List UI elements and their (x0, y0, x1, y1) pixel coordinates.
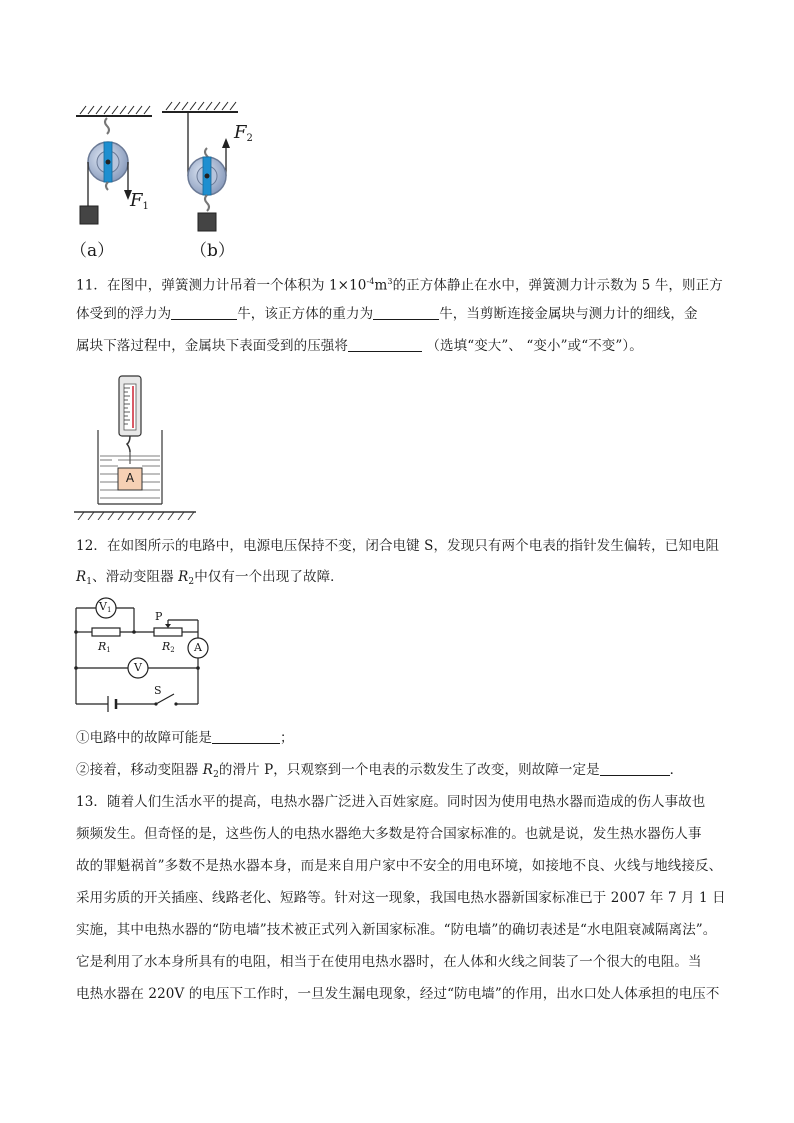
q12-sub2: ②接着，移动变阻器 $R_2$的滑片 P，只观察到一个电表的示数发生了改变，则故障一定是 ． (76, 762, 684, 780)
circuit-label-v: V (134, 661, 142, 674)
force-label-f2: $F_2$ (234, 122, 253, 144)
circuit-label-r1: R1 (98, 640, 111, 654)
circuit-label-p: P (155, 610, 163, 623)
q13-line-4: 采用劣质的开关插座、线路老化、短路等。针对这一现象，我国电热水器新国家标准已于 2007 年 7 月 1 日 (76, 890, 726, 906)
force-label-f1: $F_1$ (130, 190, 149, 212)
block-a-label: A (125, 471, 135, 485)
q12-line2: $R_1$、滑动变阻器 $R_2$中仅有一个出现了故障． (76, 569, 344, 587)
q13-line-1: 13．随着人们生活水平的提高，电热水器广泛进入百姓家庭。同时因为使用电热水器而造成的伤人事故也 (76, 794, 706, 810)
movable-pulley-b (188, 112, 230, 231)
q13-line-6: 它是利用了水本身所具有的电阻，相当于在使用电热水器时，在人体和火线之间装了一个很大的电阻。当 (76, 954, 702, 970)
circuit-label-a: A (194, 641, 202, 654)
q13-line-5: 实施，其中电热水器的“防电墙”技术被正式列入新国家标准。“防电墙”的确切表述是“水电阻衰减隔离法”。 (76, 922, 717, 938)
q13-line-3: 故的罪魁祸首”多数不是热水器本身，而是来自用户家中不安全的用电环境，如接地不良、火线与地线接反、 (76, 858, 723, 874)
caption-b: （b） (190, 241, 235, 261)
q12-blank-certain-fault[interactable] (600, 761, 670, 776)
circuit-label-r2: R2 (162, 640, 175, 654)
circuit-label-s: S (154, 684, 162, 697)
q11-blank-pressure[interactable] (348, 337, 422, 352)
q12-blank-fault[interactable] (212, 729, 280, 744)
circuit-diagram (70, 596, 220, 722)
q13-line-7: 电热水器在 220V 的电压下工作时，一旦发生漏电现象，经过“防电墙”的作用，出水口处人体承担的电压不 (76, 986, 720, 1002)
ceiling-b (162, 102, 238, 112)
q11-blank-buoyancy[interactable] (171, 305, 237, 320)
q11-line1: 11．在图中，弹簧测力计吊着一个体积为 $1\times 10^{-4}m^3$的正方体静止在水中，弹簧测力计示数为 5 牛，则正方 (76, 277, 723, 294)
ceiling-a (76, 106, 152, 116)
caption-a: （a） (70, 241, 115, 261)
q12-line1: 12．在如图所示的电路中，电源电压保持不变，闭合电键 S，发现只有两个电表的指针发生偏转，已知电阻 (76, 538, 720, 554)
fixed-pulley-a (80, 118, 132, 224)
spring-scale-figure (72, 372, 202, 520)
circuit-label-v1: V1 (99, 600, 112, 614)
q11-blank-weight[interactable] (373, 305, 439, 320)
q11-line3: 属块下落过程中，金属块下表面受到的压强将 （选填“变大”、 “变小”或“不变”）。 (76, 338, 643, 354)
q12-sub1: ①电路中的故障可能是 ； (76, 730, 294, 746)
q11-line2: 体受到的浮力为 牛，该正方体的重力为 牛，当剪断连接金属块与测力计的细线，金 (76, 306, 698, 322)
q13-line-2: 频频发生。但奇怪的是，这些伤人的电热水器绝大多数是符合国家标准的。也就是说，发生热水器伤人事 (76, 826, 702, 842)
